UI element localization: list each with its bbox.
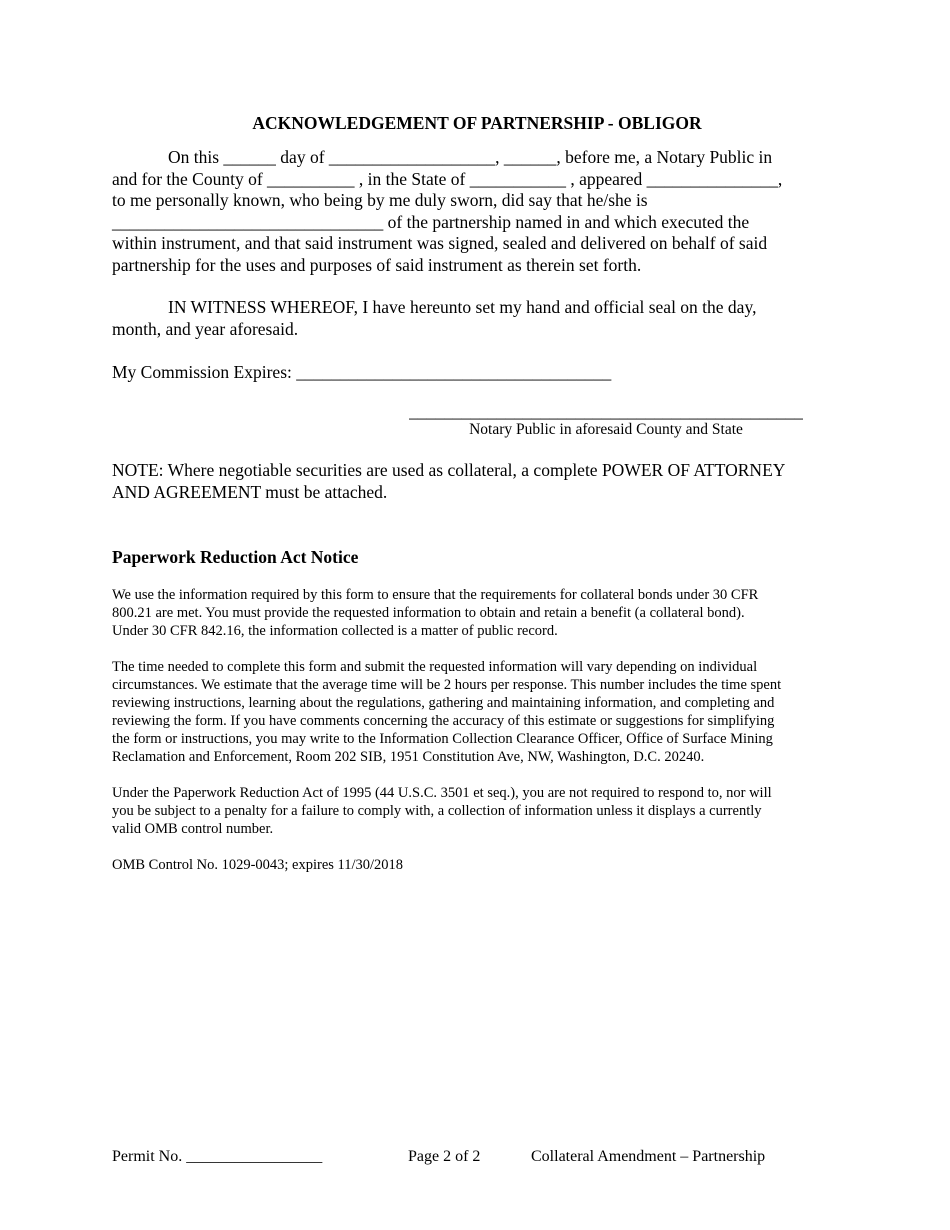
acknowledgement-line: and for the County of __________ , in the State of ___________ , appeared _______________,: [112, 168, 783, 189]
document-page: [112, 112, 842, 874]
notary-signature-line[interactable]: _____________________________________________: [409, 401, 803, 421]
form-name: Collateral Amendment – Partnership: [531, 1148, 766, 1165]
pra-heading: Paperwork Reduction Act Notice: [112, 547, 359, 567]
acknowledgement-paragraph: [112, 147, 842, 276]
pra-paragraph-2: [112, 658, 842, 766]
pra-line: Under 30 CFR 842.16, the information collected is a matter of public record.: [112, 623, 558, 639]
notary-signature-block: [390, 401, 822, 439]
pra-paragraph-1: [112, 586, 842, 640]
witness-paragraph: [112, 297, 842, 340]
permit-number-field[interactable]: Permit No. _________________: [112, 1148, 323, 1165]
pra-paragraph-3: [112, 784, 842, 838]
pra-line: Under the Paperwork Reduction Act of 1995 (44 U.S.C. 3501 et seq.), you are not required to respond to, nor will: [112, 785, 772, 801]
pra-line: The time needed to complete this form and submit the requested information will vary depending on individual: [112, 659, 758, 675]
note-line: NOTE: Where negotiable securities are used as collateral, a complete POWER OF ATTORNEY: [112, 460, 786, 480]
notary-signature-caption: Notary Public in aforesaid County and State: [469, 421, 743, 438]
omb-control-number: OMB Control No. 1029-0043; expires 11/30/2018: [112, 857, 404, 873]
pra-line: Reclamation and Enforcement, Room 202 SIB, 1951 Constitution Ave, NW, Washington, D.C. 20240.: [112, 749, 705, 765]
note-line: AND AGREEMENT must be attached.: [112, 482, 388, 502]
pra-line: valid OMB control number.: [112, 821, 274, 837]
acknowledgement-line: within instrument, and that said instrument was signed, sealed and delivered on behalf of said: [112, 233, 768, 253]
page-title: ACKNOWLEDGEMENT OF PARTNERSHIP - OBLIGOR: [252, 113, 702, 133]
acknowledgement-line: _______________________________ of the partnership named in and which executed the: [112, 211, 750, 232]
collateral-note: [112, 459, 842, 503]
pra-line: circumstances. We estimate that the average time will be 2 hours per response. This number includes the time spent: [112, 677, 782, 693]
acknowledgement-line: partnership for the uses and purposes of said instrument as therein set forth.: [112, 254, 642, 275]
page-number: Page 2 of 2: [408, 1148, 481, 1165]
acknowledgement-line: to me personally known, who being by me duly sworn, did say that he/she is: [112, 190, 648, 210]
pra-line: reviewing instructions, learning about the regulations, gathering and maintaining information, and completing and: [112, 695, 775, 711]
pra-line: reviewing the form. If you have comments concerning the accuracy of this estimate or suggestions for simplifying: [112, 713, 775, 729]
witness-line: IN WITNESS WHEREOF, I have hereunto set my hand and official seal on the day,: [168, 297, 757, 317]
witness-line: month, and year aforesaid.: [112, 318, 299, 339]
pra-line: 800.21 are met. You must provide the requested information to obtain and retain a benefit (a collateral bond).: [112, 605, 745, 621]
pra-line: We use the information required by this form to ensure that the requirements for collateral bonds under 30 CFR: [112, 587, 759, 603]
pra-line: you be subject to a penalty for a failure to comply with, a collection of information unless it displays a currently: [112, 803, 762, 819]
acknowledgement-line: On this ______ day of ___________________, ______, before me, a Notary Public in: [168, 147, 773, 167]
commission-expires-field[interactable]: My Commission Expires: ____________________________________: [112, 362, 612, 382]
pra-line: the form or instructions, you may write to the Information Collection Clearance Officer, Office of Surface Mining: [112, 731, 773, 747]
